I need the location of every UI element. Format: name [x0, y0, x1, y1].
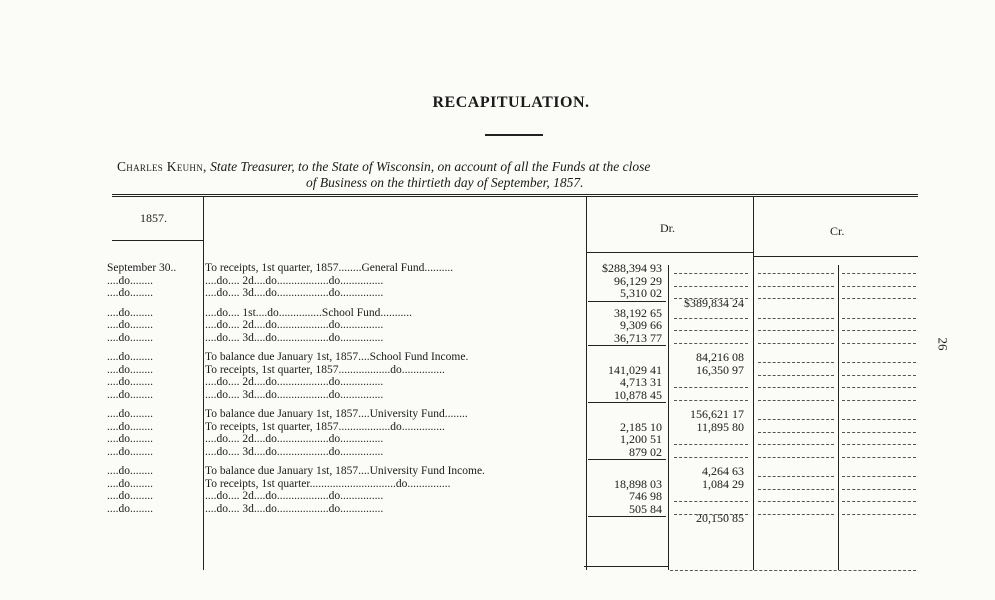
leader-line	[758, 514, 834, 515]
leader-line	[758, 419, 834, 420]
subtotal-rule	[588, 301, 666, 302]
leader-line	[842, 476, 916, 477]
leader-line	[842, 501, 916, 502]
row-date: ....do........	[107, 274, 153, 287]
row-date: ....do........	[107, 490, 153, 502]
group-total: $389,834 24	[684, 295, 744, 310]
row-date: ....do........	[107, 363, 153, 376]
leader-line	[842, 318, 916, 319]
group-total: 20,150 85	[696, 511, 744, 525]
row-description: To receipts, 1st quarter..............................do...............	[205, 477, 451, 490]
row-date: ....do........	[107, 433, 153, 445]
title-rule	[485, 134, 543, 136]
dr-balance: 16,350 97	[696, 362, 744, 377]
leader-line	[674, 286, 748, 287]
leader-line	[842, 514, 916, 515]
row-description: To receipts, 1st quarter, 1857..................do...............	[205, 420, 445, 433]
date-header: 1857.	[140, 211, 167, 225]
dr-amount: 2,185 10	[620, 419, 662, 434]
row-description: ....do.... 2d....do..................do...............	[205, 433, 384, 445]
row-description: ....do.... 2d....do..................do...............	[205, 376, 384, 388]
row-description: To balance due January 1st, 1857....School Fund Income.	[205, 351, 469, 363]
column-divider-cr	[838, 265, 839, 570]
page-number: 26	[935, 337, 951, 351]
dr-amount: 5,310 02	[620, 286, 662, 300]
row-date: ....do........	[107, 477, 153, 490]
column-divider-dr	[668, 265, 669, 570]
row-description: ....do.... 2d....do..................do...............	[205, 319, 384, 331]
leader-line	[674, 444, 748, 445]
leader-line	[674, 318, 748, 319]
row-date: ....do........	[107, 351, 153, 363]
header-rule-cr	[753, 256, 918, 257]
cr-header: Cr.	[830, 224, 845, 238]
row-date: ....do........	[107, 287, 153, 299]
row-description: To balance due January 1st, 1857....University Fund Income.	[205, 465, 485, 477]
leader-line	[758, 400, 834, 401]
dr-balance: 84,216 08	[696, 350, 744, 364]
row-date: ....do........	[107, 306, 153, 319]
leader-line	[758, 457, 834, 458]
dr-amount: $288,394 93	[602, 261, 662, 275]
page-title: RECAPITULATION.	[432, 94, 590, 111]
subtotal-rule	[588, 345, 666, 346]
row-date: September 30..	[107, 262, 177, 274]
dr-amount: 1,200 51	[620, 432, 662, 446]
header-rule-dr	[586, 252, 753, 253]
leader-line	[842, 298, 916, 299]
leader-line	[674, 400, 748, 401]
dr-amount: 38,192 65	[614, 305, 662, 320]
leader-line	[842, 432, 916, 433]
dr-amount: 879 02	[629, 444, 662, 459]
leader-line	[758, 444, 834, 445]
subtotal-rule	[588, 459, 666, 460]
subtotal-rule	[588, 402, 666, 403]
row-description: ....do.... 1st....do...............School Fund...........	[205, 306, 413, 319]
leader-line	[842, 419, 916, 420]
row-description: ....do.... 3d....do..................do...............	[205, 287, 384, 299]
leader-line	[674, 501, 748, 502]
bottom-leader	[670, 570, 916, 571]
treasurer-name: Charles Keuhn,	[117, 159, 207, 174]
column-divider-date	[203, 196, 204, 570]
subtitle-text-1: State Treasurer, to the State of Wisconsin, on account of all the Funds at the close	[210, 159, 651, 174]
row-date: ....do........	[107, 502, 153, 515]
row-date: ....do........	[107, 420, 153, 433]
row-description: ....do.... 3d....do..................do...............	[205, 445, 384, 458]
leader-line	[758, 330, 834, 331]
table-top-rule	[112, 194, 918, 197]
leader-line	[674, 343, 748, 344]
dr-balance: 11,895 80	[696, 419, 744, 434]
row-description: ....do.... 3d....do..................do...............	[205, 331, 384, 344]
leader-line	[758, 476, 834, 477]
row-description: To balance due January 1st, 1857....University Fund........	[205, 408, 468, 420]
dr-header: Dr.	[660, 221, 675, 235]
dr-amount: 4,713 31	[620, 375, 662, 389]
leader-line	[758, 298, 834, 299]
leader-line	[674, 387, 748, 388]
leader-line	[758, 501, 834, 502]
dr-balance: 156,621 17	[690, 407, 744, 421]
subtitle-line-1	[117, 159, 650, 175]
leader-line	[758, 387, 834, 388]
row-date: ....do........	[107, 445, 153, 458]
leader-line	[758, 286, 834, 287]
leader-line	[842, 286, 916, 287]
leader-line	[758, 432, 834, 433]
row-description: To receipts, 1st quarter, 1857........General Fund..........	[205, 262, 454, 274]
row-description: ....do.... 3d....do..................do...............	[205, 388, 384, 401]
leader-line	[842, 444, 916, 445]
leader-line	[842, 400, 916, 401]
leader-line	[674, 273, 748, 274]
leader-line	[674, 330, 748, 331]
leader-line	[842, 273, 916, 274]
leader-line	[842, 375, 916, 376]
subtotal-rule	[588, 516, 666, 517]
column-divider-desc	[586, 196, 587, 570]
leader-line	[758, 273, 834, 274]
leader-line	[842, 457, 916, 458]
dr-amount: 141,029 41	[608, 362, 662, 377]
row-date: ....do........	[107, 376, 153, 388]
dr-amount: 36,713 77	[614, 330, 662, 345]
row-date: ....do........	[107, 388, 153, 401]
leader-line	[758, 489, 834, 490]
dr-amount: 96,129 29	[614, 273, 662, 288]
dr-amount: 9,309 66	[620, 318, 662, 332]
leader-line	[842, 489, 916, 490]
row-date: ....do........	[107, 408, 153, 420]
column-divider-drcr	[753, 196, 754, 570]
row-description: ....do.... 2d....do..................do...............	[205, 274, 384, 287]
leader-line	[842, 387, 916, 388]
dr-amount: 10,878 45	[614, 387, 662, 402]
leader-line	[758, 375, 834, 376]
leader-line	[842, 330, 916, 331]
dr-amount: 18,898 03	[614, 476, 662, 491]
leader-line	[758, 318, 834, 319]
dr-balance: 4,264 63	[702, 464, 744, 478]
leader-line	[842, 362, 916, 363]
leader-line	[674, 457, 748, 458]
row-description: To receipts, 1st quarter, 1857..................do...............	[205, 363, 445, 376]
dr-amount: 505 84	[629, 501, 662, 516]
leader-line	[758, 362, 834, 363]
row-date: ....do........	[107, 319, 153, 331]
dr-balance: 1,084 29	[702, 476, 744, 491]
row-description: ....do.... 3d....do..................do...............	[205, 502, 384, 515]
row-date: ....do........	[107, 331, 153, 344]
header-rule	[112, 240, 203, 241]
dr-amount: 746 98	[629, 489, 662, 503]
leader-line	[842, 343, 916, 344]
bottom-rule	[584, 566, 668, 567]
row-date: ....do........	[107, 465, 153, 477]
subtitle-line-2: of Business on the thirtieth day of September, 1857.	[306, 175, 584, 190]
row-description: ....do.... 2d....do..................do...............	[205, 490, 384, 502]
leader-line	[758, 343, 834, 344]
